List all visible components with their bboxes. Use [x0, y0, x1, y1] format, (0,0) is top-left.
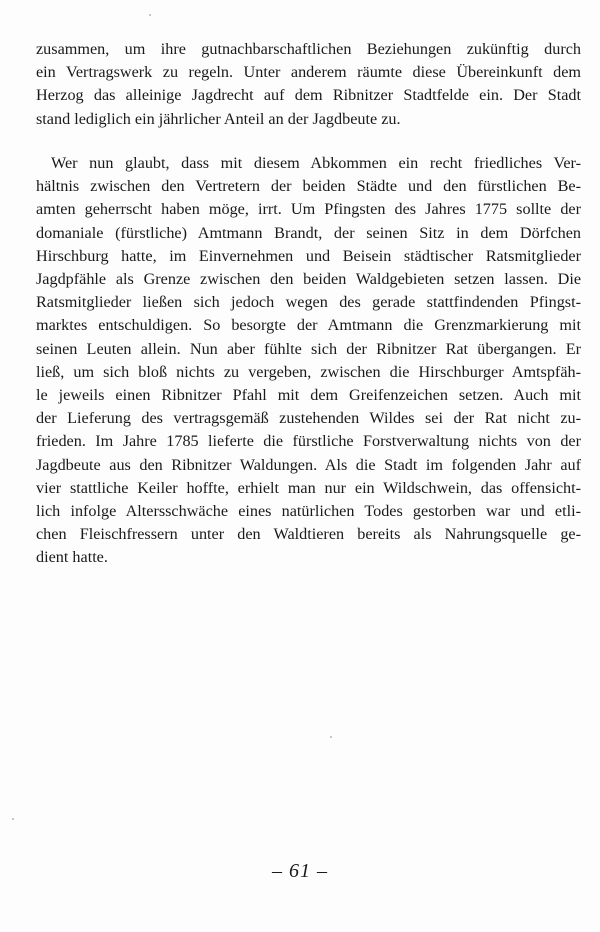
scan-speck	[149, 14, 151, 16]
text-line: ließ, um sich bloß nichts zu vergeben, zwischen die Hirschburger Amtspfäh-	[36, 362, 581, 381]
text-line: Herzog das alleinige Jagdrecht auf dem Ribnitzer Stadtfelde ein. Der Stadt	[36, 86, 581, 105]
text-line: Ratsmitglieder ließen sich jedoch wegen des gerade stattfindenden Pfingst-	[36, 293, 581, 312]
scan-speck	[12, 818, 14, 820]
text-line: Hirschburg hatte, im Einvernehmen und Beisein städtischer Ratsmitglieder	[36, 246, 581, 265]
text-line: amten geherrscht haben möge, irrt. Um Pfingsten des Jahres 1775 sollte der	[36, 200, 581, 219]
text-line: lich infolge Altersschwäche eines natürlichen Todes gestorben war und etli-	[36, 502, 581, 521]
text-line: stand lediglich ein jährlicher Anteil an der Jagdbeute zu.	[36, 109, 401, 128]
text-line: hältnis zwischen den Vertretern der beiden Städte und den fürstlichen Be-	[36, 177, 581, 196]
text-line: chen Fleischfressern unter den Waldtieren bereits als Nahrungsquelle ge-	[36, 525, 581, 544]
text-line: marktes entschuldigen. So besorgte der Amtmann die Grenzmarkierung mit	[36, 316, 581, 335]
page-number: – 61 –	[272, 860, 328, 882]
text-line: ein Vertragswerk zu regeln. Unter anderem räumte diese Übereinkunft dem	[36, 63, 581, 82]
text-line: zusammen, um ihre gutnachbarschaftlichen Beziehungen zukünftig durch	[36, 40, 581, 58]
text-line: dient hatte.	[36, 548, 108, 567]
text-line: le jeweils einen Ribnitzer Pfahl mit dem Greifenzeichen setzen. Auch mit	[36, 386, 581, 405]
text-line: Jagdpfähle als Grenze zwischen den beiden Waldgebieten setzen lassen. Die	[36, 270, 581, 289]
text-line: frieden. Im Jahre 1785 lieferte die fürstliche Forstverwaltung nichts von der	[36, 432, 581, 451]
scan-speck	[330, 736, 332, 738]
text-line: domaniale (fürstliche) Amtmann Brandt, der seinen Sitz in dem Dörfchen	[36, 223, 581, 242]
paragraph-2	[36, 152, 581, 570]
text-line: vier stattliche Keiler hoffte, erhielt man nur ein Wildschwein, das offensicht-	[36, 478, 581, 497]
text-line: seinen Leuten allein. Nun aber fühlte sich der Ribnitzer Rat übergangen. Er	[36, 339, 581, 358]
text-line: der Lieferung des vertragsgemäß zustehenden Wildes sei der Rat nicht zu-	[36, 409, 581, 428]
paragraph-1	[36, 38, 581, 131]
text-line: Jagdbeute aus den Ribnitzer Waldungen. Als die Stadt im folgenden Jahr auf	[36, 455, 581, 474]
text-line: Wer nun glaubt, dass mit diesem Abkommen ein recht friedliches Ver-	[51, 154, 581, 172]
